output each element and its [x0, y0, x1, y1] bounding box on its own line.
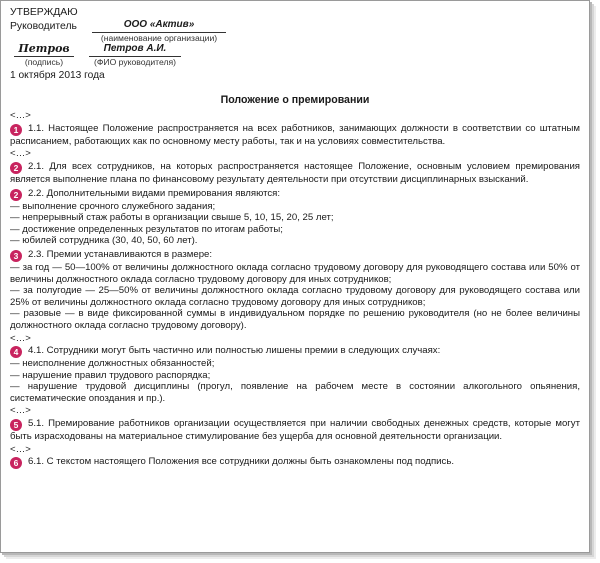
approval-date: 1 октября 2013 года [10, 70, 105, 81]
document-title: Положение о премировании [220, 93, 370, 106]
list-item: — нарушение правил трудового распорядка; [10, 369, 211, 381]
paragraph-text: 5.1. Премирование работников организации осуществляется при наличии свободных денежных средств, которые могут быть израсходованы на материальное стимулирование без ущерба для основной деятельности организации. [10, 418, 580, 443]
ellipsis: <…> [10, 405, 31, 417]
paragraph-6-1 [10, 456, 580, 469]
paragraph-4-1 [10, 345, 580, 358]
paragraph-text: 2.2. Дополнительными видами премирования являются: [28, 187, 281, 199]
paragraph-2-1 [10, 161, 580, 186]
list-item: — нарушение трудовой дисциплины (прогул, появление на рабочем месте в состоянии алкогольного опьянения, систематические опоздания и пр.). [10, 381, 580, 404]
approval-block [10, 6, 580, 82]
list-item: — за полугодие — 25—50% от величины должностного оклада согласно трудовому договору для руководящего состава или 25% от величины должностного оклада согласно трудовому договору для иных сотрудников; [10, 285, 580, 308]
paragraph-5-1 [10, 418, 580, 443]
ellipsis: <…> [10, 110, 31, 122]
list-item: — за год — 50—100% от величины должностного оклада согласно трудовому договору для руководящего состава или 50% от величины должностного оклада согласно трудовому договору для иных сотрудников; [10, 261, 580, 285]
paragraph-text: 6.1. С текстом настоящего Положения все сотрудники должны быть ознакомлены под подпись. [28, 456, 454, 468]
list-item: — достижение определенных результатов по итогам работы; [10, 223, 283, 235]
org-name-caption: (наименование организации) [100, 33, 218, 43]
ellipsis: <…> [10, 148, 31, 160]
org-name-field [92, 19, 226, 43]
director-fio: Петров А.И. [89, 43, 181, 57]
paragraph-text: 2.3. Премии устанавливаются в размере: [28, 248, 213, 260]
list-item: — неисполнение должностных обязанностей; [10, 358, 215, 370]
marker-4-icon: 4 [10, 346, 22, 358]
marker-2-icon: 2 [10, 189, 22, 201]
approve-label: УТВЕРЖДАЮ [10, 7, 78, 18]
list-item: — разовые — в виде фиксированной суммы в индивидуальном порядке по решению руководителя (но не более величины должностного оклада согласно трудовому договору). [10, 308, 580, 331]
paragraph-text: 2.1. Для всех сотрудников, на которых распространяется настоящее Положение, основным условием премирования является выполнение плана по финансовому результату деятельности при отсутствии дисциплинарных взысканий. [10, 160, 580, 185]
paragraph-text: 1.1. Настоящее Положение распространяется на всех работников, занимающих должности в соответствии со штатным расписанием, работающих как по основному месту работы, так и на условиях совместительства. [10, 122, 580, 147]
signature: Петров [14, 43, 74, 57]
paragraph-2-3 [10, 249, 580, 262]
signature-field [14, 43, 74, 67]
marker-2-icon: 2 [10, 162, 22, 174]
org-row [10, 19, 580, 43]
paragraph-1-1 [10, 123, 580, 148]
signature-row [10, 42, 580, 67]
list-item: — юбилей сотрудника (30, 40, 50, 60 лет). [10, 235, 198, 247]
ellipsis: <…> [10, 332, 31, 344]
list-item: — выполнение срочного служебного задания; [10, 200, 216, 212]
marker-6-icon: 6 [10, 457, 22, 469]
paragraph-text: 4.1. Сотрудники могут быть частично или полностью лишены премии в следующих случаях: [28, 345, 441, 357]
org-name: ООО «Актив» [92, 19, 226, 33]
position-label: Руководитель [10, 21, 77, 32]
marker-5-icon: 5 [10, 419, 22, 431]
fio-caption: (ФИО руководителя) [94, 57, 176, 67]
ellipsis: <…> [10, 443, 31, 455]
signature-caption: (подпись) [24, 57, 64, 67]
fio-field [89, 43, 181, 67]
paragraph-2-2 [10, 188, 580, 201]
list-item: — непрерывный стаж работы в организации свыше 5, 10, 15, 20, 25 лет; [10, 212, 334, 224]
marker-3-icon: 3 [10, 250, 22, 262]
marker-1-icon: 1 [10, 124, 22, 136]
